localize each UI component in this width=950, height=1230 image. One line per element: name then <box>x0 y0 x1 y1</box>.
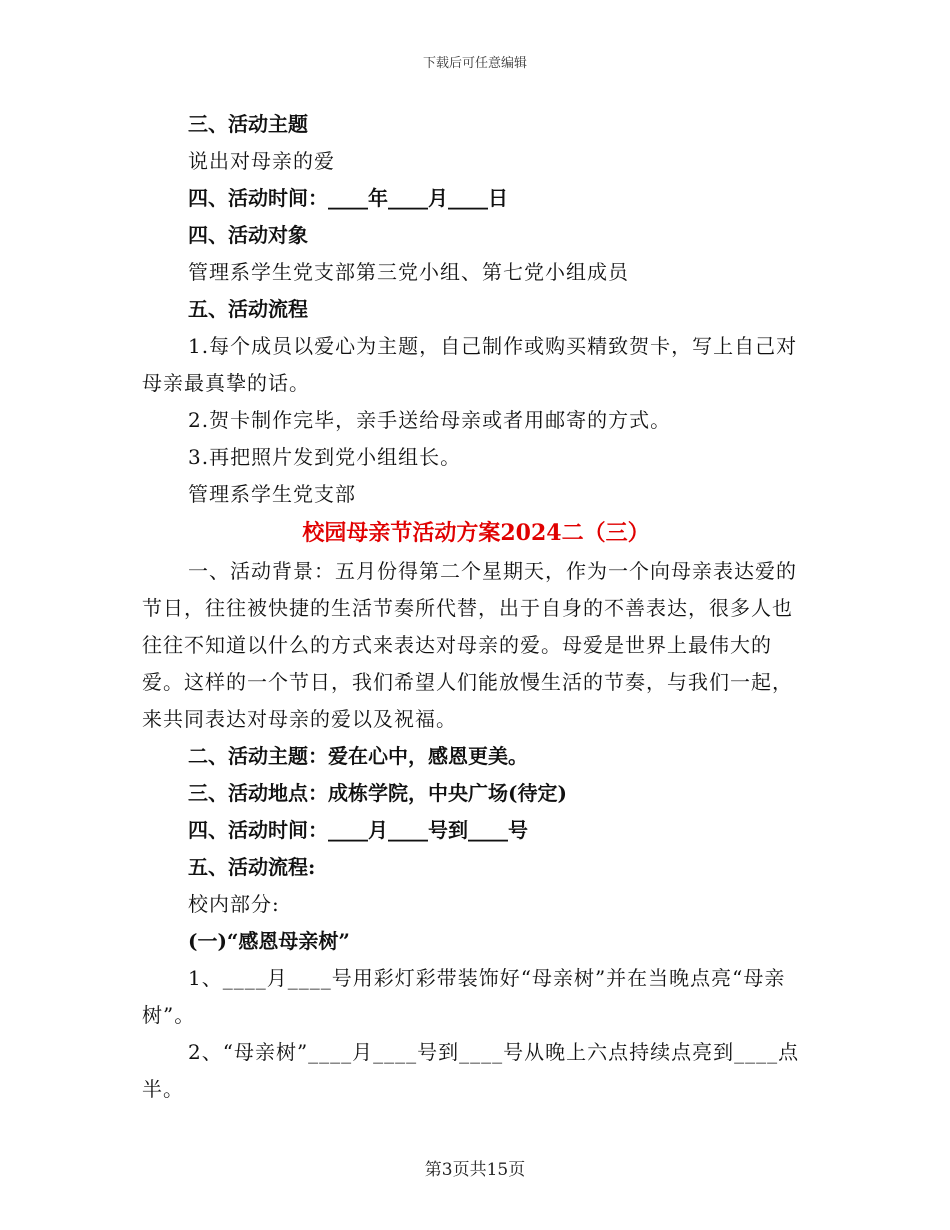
time-heading: 四、活动时间：____年____月____日 <box>188 186 508 210</box>
signature: 管理系学生党支部 <box>188 482 356 506</box>
step-3: 3.再把照片发到党小组组长。 <box>188 445 462 469</box>
activity-process: 五、活动流程: <box>188 855 316 879</box>
target-heading: 四、活动对象 <box>188 223 308 247</box>
background-paragraph: 一、活动背景：五月份得第二个星期天，作为一个向母亲表达爱的节日，往往被快捷的生活节奏所代替，出于自身的不善表达，很多人也往往不知道以什么的方式来表达对母亲的爱。母爱是世界上最伟大的爱。这样的一个节日，我们希望人们能放慢生活的节奏，与我们一起，来共同表达对母亲的爱以及祝福。 <box>142 559 797 731</box>
process-heading: 五、活动流程 <box>188 297 308 321</box>
target-text: 管理系学生党支部第三党小组、第七党小组成员 <box>188 260 629 284</box>
step-2: 2.贺卡制作完毕，亲手送给母亲或者用邮寄的方式。 <box>188 408 672 432</box>
step-1: 1.每个成员以爱心为主题，自己制作或购买精致贺卡，写上自己对母亲最真挚的话。 <box>142 334 798 395</box>
theme-heading: 三、活动主题 <box>188 112 308 136</box>
item-2: 2、“母亲树”____月____号到____号从晚上六点持续点亮到____点半。 <box>142 1040 800 1101</box>
theme-text: 说出对母亲的爱 <box>188 149 335 173</box>
subsection-heading: (一)“感恩母亲树” <box>188 929 350 953</box>
section-title: 校园母亲节活动方案2024二（三） <box>302 520 650 546</box>
activity-time: 四、活动时间：____月____号到____号 <box>188 818 528 842</box>
document-body <box>142 106 810 1108</box>
activity-place: 三、活动地点：成栋学院，中央广场(待定) <box>188 781 567 805</box>
page-header: 下载后可任意编辑 <box>422 56 527 71</box>
activity-theme: 二、活动主题：爱在心中，感恩更美。 <box>188 744 528 768</box>
page-footer: 第3页共15页 <box>424 1160 526 1180</box>
campus-part: 校内部分: <box>188 892 280 916</box>
item-1: 1、____月____号用彩灯彩带装饰好“母亲树”并在当晚点亮“母亲树”。 <box>142 966 786 1027</box>
